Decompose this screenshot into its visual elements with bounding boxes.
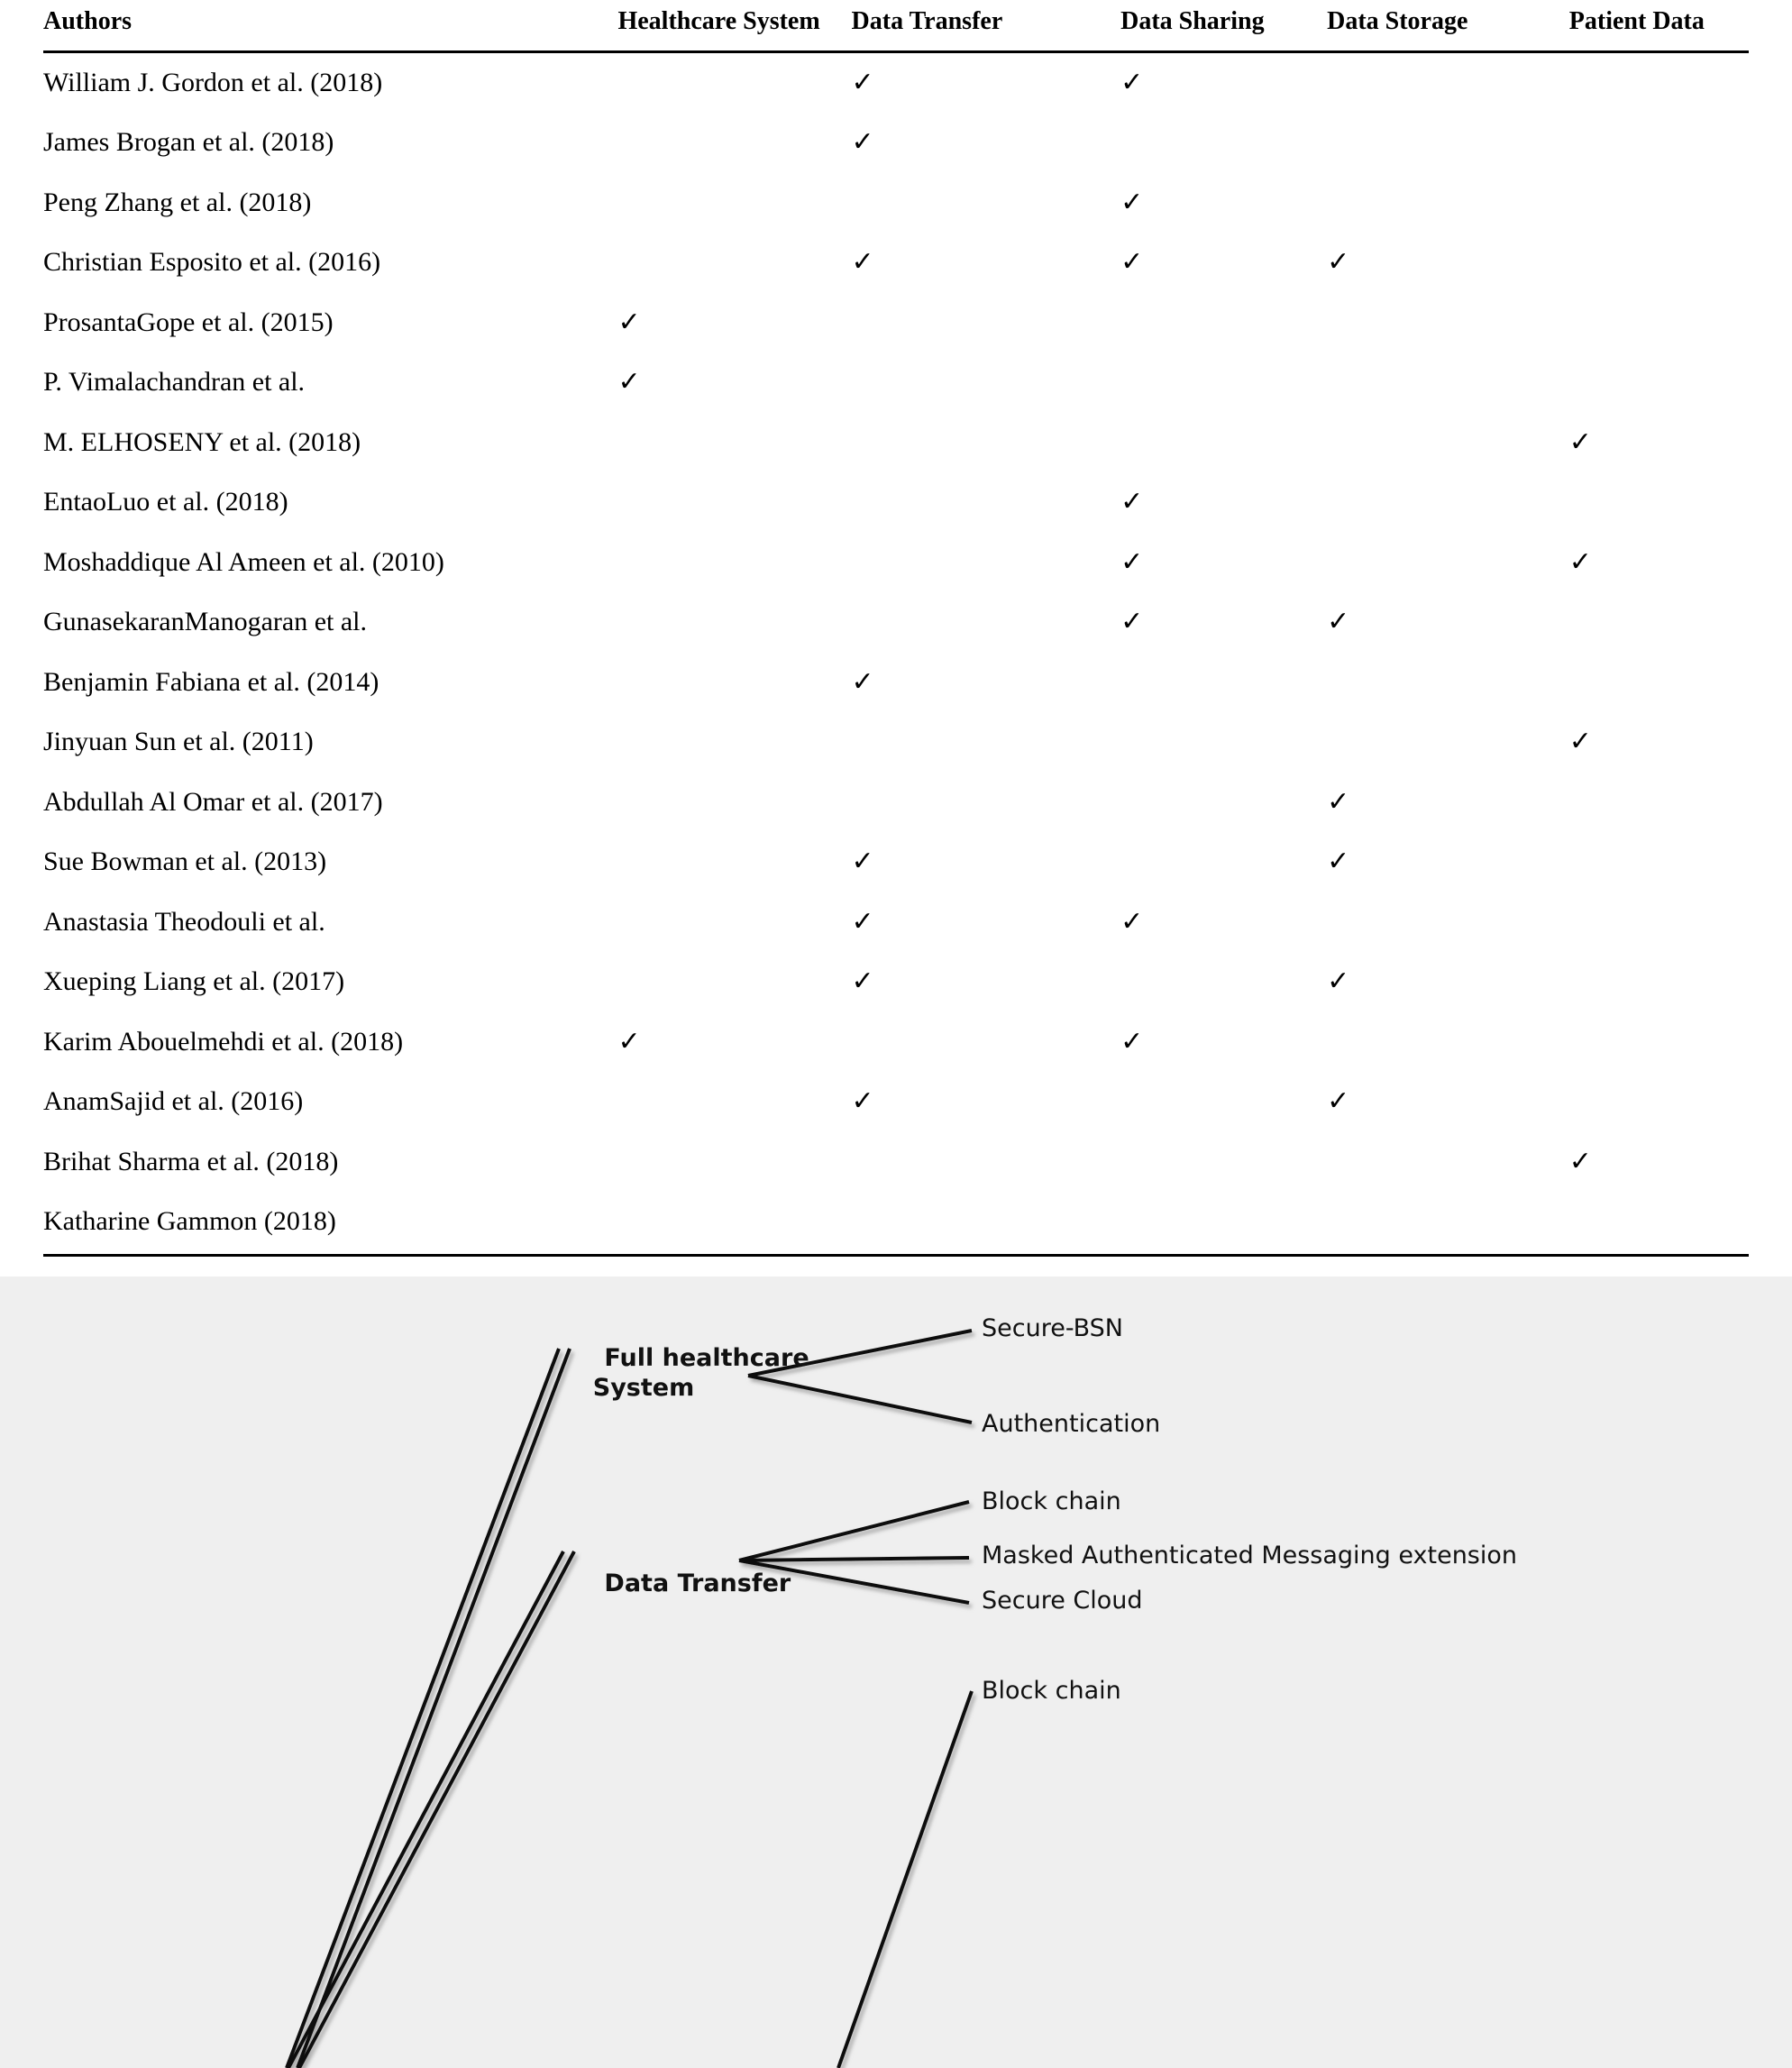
table-header — [43, 0, 1749, 51]
cell-data-transfer — [852, 173, 1121, 233]
check-icon: ✓ — [617, 306, 641, 338]
cell-author: GunasekaranManogaran et al. — [43, 607, 368, 637]
column-header-healthcare-system: Healthcare System — [617, 0, 851, 51]
figure-leaf-block-chain-lower: Block chain — [982, 1676, 1121, 1705]
cell-patient-data — [1569, 293, 1749, 353]
cell-data-sharing — [1120, 832, 1327, 892]
cell-healthcare-system — [617, 712, 851, 773]
check-icon: ✓ — [1568, 726, 1592, 758]
cell-healthcare-system — [617, 892, 851, 953]
check-icon: ✓ — [851, 126, 874, 159]
cell-data-transfer — [852, 472, 1121, 533]
cell-data-transfer — [852, 1132, 1121, 1193]
taxonomy-figure — [0, 1276, 1792, 2068]
cell-author: P. Vimalachandran et al. — [43, 367, 306, 398]
cell-patient-data — [1569, 952, 1749, 1012]
cell-data-storage — [1327, 352, 1569, 413]
cell-data-sharing — [1120, 293, 1327, 353]
cell-data-storage — [1327, 832, 1569, 892]
table-row — [43, 533, 1749, 593]
cell-data-sharing — [1120, 413, 1327, 473]
check-icon: ✓ — [1568, 1145, 1592, 1177]
table-row — [43, 1132, 1749, 1193]
cell-data-transfer — [852, 233, 1121, 293]
cell-data-transfer — [852, 832, 1121, 892]
cell-patient-data — [1569, 832, 1749, 892]
check-icon: ✓ — [1327, 846, 1350, 878]
cell-data-storage — [1327, 472, 1569, 533]
cell-patient-data — [1569, 352, 1749, 413]
cell-healthcare-system — [617, 113, 851, 173]
table-row — [43, 352, 1749, 413]
cell-data-transfer — [852, 952, 1121, 1012]
cell-author: Benjamin Fabiana et al. (2014) — [43, 666, 379, 697]
cell-data-sharing — [1120, 233, 1327, 293]
cell-data-sharing — [1120, 533, 1327, 593]
cell-data-sharing — [1120, 592, 1327, 653]
cell-healthcare-system — [617, 1012, 851, 1073]
cell-author: Xueping Liang et al. (2017) — [43, 966, 345, 997]
table-row — [43, 113, 1749, 173]
cell-healthcare-system — [617, 832, 851, 892]
cell-healthcare-system — [617, 653, 851, 713]
cell-healthcare-system — [617, 1132, 851, 1193]
table-row — [43, 892, 1749, 953]
table-row — [43, 712, 1749, 773]
cell-data-transfer — [852, 592, 1121, 653]
cell-healthcare-system — [617, 293, 851, 353]
cell-data-storage — [1327, 173, 1569, 233]
cell-data-sharing — [1120, 773, 1327, 833]
cell-patient-data — [1569, 1192, 1749, 1254]
cell-healthcare-system — [617, 1192, 851, 1254]
cell-patient-data — [1569, 173, 1749, 233]
cell-author: Abdullah Al Omar et al. (2017) — [43, 786, 383, 817]
column-header-data-transfer: Data Transfer — [852, 0, 1121, 51]
cell-patient-data — [1569, 51, 1749, 113]
check-icon: ✓ — [1327, 1085, 1350, 1118]
cell-data-sharing — [1120, 1012, 1327, 1073]
cell-healthcare-system — [617, 952, 851, 1012]
cell-data-transfer — [852, 113, 1121, 173]
cell-data-sharing — [1120, 1072, 1327, 1132]
table-header-row — [43, 0, 1749, 51]
cell-author: James Brogan et al. (2018) — [43, 127, 334, 158]
check-icon: ✓ — [851, 905, 874, 938]
cell-data-storage — [1327, 952, 1569, 1012]
cell-data-transfer — [852, 712, 1121, 773]
cell-healthcare-system — [617, 413, 851, 473]
cell-data-transfer — [852, 293, 1121, 353]
check-icon: ✓ — [851, 846, 874, 878]
cell-data-sharing — [1120, 952, 1327, 1012]
cell-healthcare-system — [617, 51, 851, 113]
cell-author: Karim Abouelmehdi et al. (2018) — [43, 1026, 404, 1057]
table-row — [43, 472, 1749, 533]
cell-data-storage — [1327, 413, 1569, 473]
cell-patient-data — [1569, 592, 1749, 653]
table-row — [43, 1072, 1749, 1132]
check-icon: ✓ — [851, 1085, 874, 1118]
check-icon: ✓ — [851, 66, 874, 98]
check-icon: ✓ — [617, 1025, 641, 1057]
check-icon: ✓ — [1120, 186, 1144, 218]
cell-healthcare-system — [617, 472, 851, 533]
cell-data-transfer — [852, 352, 1121, 413]
table-row — [43, 773, 1749, 833]
cell-data-sharing — [1120, 653, 1327, 713]
check-icon: ✓ — [1327, 965, 1350, 998]
review-table — [43, 0, 1749, 1254]
figure-leaf-secure-bsn: Secure-BSN — [982, 1313, 1123, 1342]
cell-patient-data — [1569, 653, 1749, 713]
figure-node-full-healthcare-system — [553, 1313, 809, 1434]
check-icon: ✓ — [1120, 246, 1144, 279]
table-row — [43, 293, 1749, 353]
cell-healthcare-system — [617, 352, 851, 413]
cell-data-storage — [1327, 113, 1569, 173]
figure-leaf-block-chain-transfer: Block chain — [982, 1487, 1121, 1515]
cell-patient-data — [1569, 113, 1749, 173]
cell-author: Sue Bowman et al. (2013) — [43, 846, 327, 877]
table-row — [43, 592, 1749, 653]
cell-patient-data — [1569, 1132, 1749, 1193]
cell-data-transfer — [852, 773, 1121, 833]
cell-data-storage — [1327, 51, 1569, 113]
cell-data-transfer — [852, 51, 1121, 113]
cell-patient-data — [1569, 533, 1749, 593]
cell-data-sharing — [1120, 113, 1327, 173]
cell-patient-data — [1569, 233, 1749, 293]
cell-patient-data — [1569, 1072, 1749, 1132]
cell-data-storage — [1327, 1132, 1569, 1193]
cell-data-storage — [1327, 1012, 1569, 1073]
cell-author: AnamSajid et al. (2016) — [43, 1086, 304, 1117]
check-icon: ✓ — [1327, 606, 1350, 638]
figure-node-label: Data Transfer — [604, 1569, 791, 1597]
cell-healthcare-system — [617, 233, 851, 293]
table-row — [43, 952, 1749, 1012]
cell-healthcare-system — [617, 1072, 851, 1132]
check-icon: ✓ — [1327, 785, 1350, 818]
cell-data-storage — [1327, 293, 1569, 353]
table-row — [43, 51, 1749, 113]
cell-data-storage — [1327, 1072, 1569, 1132]
check-icon: ✓ — [1120, 1025, 1144, 1057]
table-bottom-rule — [43, 1254, 1749, 1257]
cell-author: EntaoLuo et al. (2018) — [43, 487, 288, 517]
check-icon: ✓ — [1568, 545, 1592, 578]
cell-healthcare-system — [617, 173, 851, 233]
cell-data-sharing — [1120, 712, 1327, 773]
cell-author: ProsantaGope et al. (2015) — [43, 307, 334, 337]
cell-author: Jinyuan Sun et al. (2011) — [43, 727, 314, 757]
table-body — [43, 51, 1749, 1254]
cell-patient-data — [1569, 712, 1749, 773]
cell-data-sharing — [1120, 892, 1327, 953]
cell-healthcare-system — [617, 533, 851, 593]
cell-data-transfer — [852, 1012, 1121, 1073]
figure-leaf-masked-authenticated-messaging-extension: Masked Authenticated Messaging extension — [982, 1541, 1517, 1569]
figure-node-label: Full healthcare System — [592, 1343, 809, 1403]
cell-patient-data — [1569, 892, 1749, 953]
cell-author: Brihat Sharma et al. (2018) — [43, 1146, 339, 1176]
cell-data-storage — [1327, 533, 1569, 593]
table-row — [43, 233, 1749, 293]
figure-leaf-secure-cloud: Secure Cloud — [982, 1586, 1143, 1615]
cell-data-sharing — [1120, 51, 1327, 113]
cell-author: Peng Zhang et al. (2018) — [43, 187, 312, 217]
cell-data-sharing — [1120, 352, 1327, 413]
cell-author: Anastasia Theodouli et al. — [43, 906, 325, 937]
cell-patient-data — [1569, 1012, 1749, 1073]
cell-data-transfer — [852, 1072, 1121, 1132]
table-row — [43, 1012, 1749, 1073]
cell-data-storage — [1327, 1192, 1569, 1254]
cell-author: Christian Esposito et al. (2016) — [43, 247, 381, 278]
check-icon: ✓ — [617, 366, 641, 398]
check-icon: ✓ — [1120, 606, 1144, 638]
cell-data-transfer — [852, 653, 1121, 713]
check-icon: ✓ — [1568, 425, 1592, 458]
figure-node-data-transfer — [553, 1538, 791, 1629]
check-icon: ✓ — [851, 965, 874, 998]
cell-author: M. ELHOSENY et al. (2018) — [43, 426, 361, 457]
cell-healthcare-system — [617, 592, 851, 653]
cell-data-transfer — [852, 413, 1121, 473]
check-icon: ✓ — [1120, 486, 1144, 518]
table-row — [43, 832, 1749, 892]
column-header-authors: Authors — [43, 0, 617, 51]
cell-patient-data — [1569, 413, 1749, 473]
cell-data-storage — [1327, 592, 1569, 653]
cell-data-storage — [1327, 892, 1569, 953]
column-header-data-sharing: Data Sharing — [1120, 0, 1327, 51]
cell-data-transfer — [852, 892, 1121, 953]
cell-author: Katharine Gammon (2018) — [43, 1206, 336, 1237]
table-row — [43, 653, 1749, 713]
table-row — [43, 413, 1749, 473]
cell-data-storage — [1327, 773, 1569, 833]
table-row — [43, 173, 1749, 233]
column-header-data-storage: Data Storage — [1327, 0, 1569, 51]
cell-patient-data — [1569, 472, 1749, 533]
cell-data-sharing — [1120, 1132, 1327, 1193]
figure-connector-lines — [0, 1276, 1792, 2068]
cell-data-sharing — [1120, 173, 1327, 233]
check-icon: ✓ — [1120, 66, 1144, 98]
check-icon: ✓ — [1327, 246, 1350, 279]
table-row — [43, 1192, 1749, 1254]
cell-data-storage — [1327, 233, 1569, 293]
check-icon: ✓ — [1120, 905, 1144, 938]
check-icon: ✓ — [1120, 545, 1144, 578]
cell-data-sharing — [1120, 1192, 1327, 1254]
cell-data-sharing — [1120, 472, 1327, 533]
column-header-patient-data: Patient Data — [1569, 0, 1749, 51]
cell-author: William J. Gordon et al. (2018) — [43, 67, 383, 97]
cell-patient-data — [1569, 773, 1749, 833]
check-icon: ✓ — [851, 665, 874, 698]
cell-data-transfer — [852, 1192, 1121, 1254]
check-icon: ✓ — [851, 246, 874, 279]
cell-data-storage — [1327, 653, 1569, 713]
cell-data-transfer — [852, 533, 1121, 593]
cell-author: Moshaddique Al Ameen et al. (2010) — [43, 546, 444, 577]
cell-healthcare-system — [617, 773, 851, 833]
cell-data-storage — [1327, 712, 1569, 773]
figure-leaf-authentication: Authentication — [982, 1409, 1161, 1438]
